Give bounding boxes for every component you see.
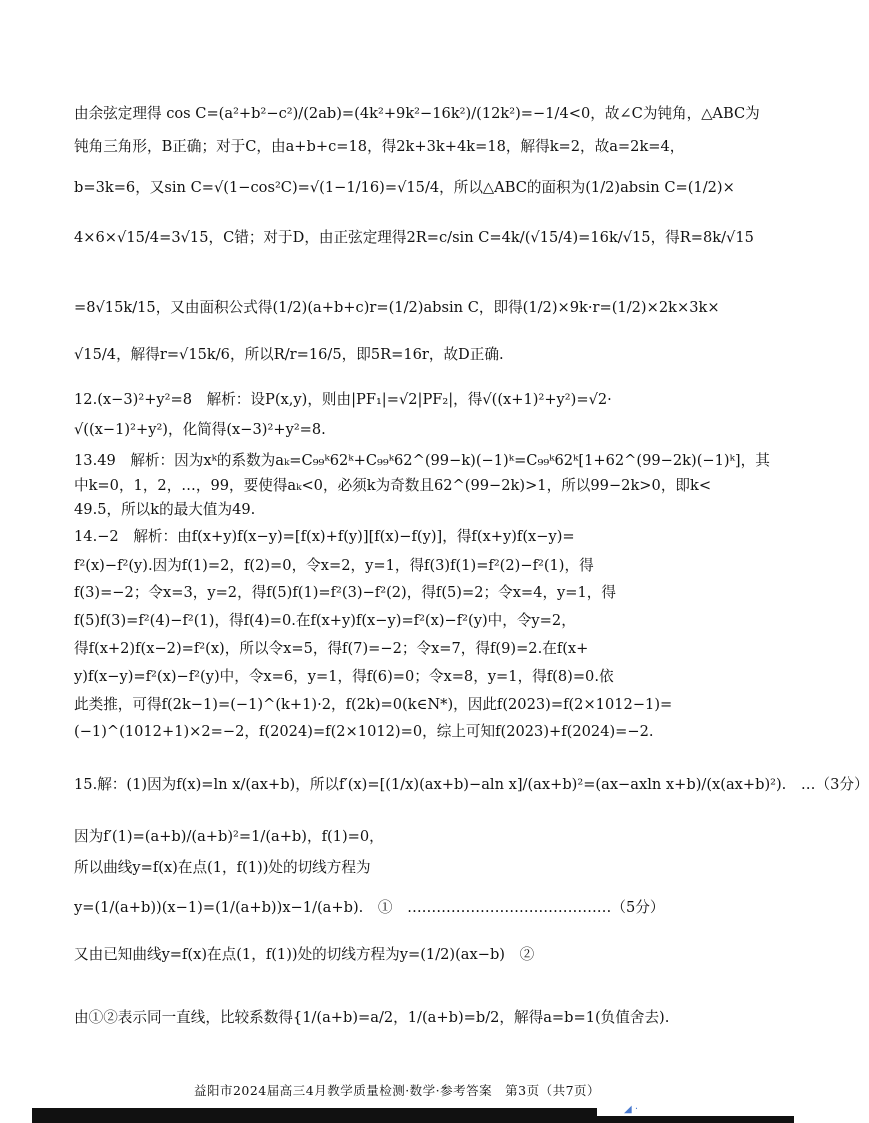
text-line: √15/4，解得r=√15k/6，所以R/r=16/5，即5R=16r，故D正确. — [74, 346, 504, 363]
answer-15-line: 15.解：(1)因为f(x)=ln x/(ax+b)，所以f′(x)=[(1/x)(ax+b)−aln x]/(ax+b)²=(ax−axln x+b)/(x(ax+b)²). …（3分） — [74, 776, 869, 793]
answer-15-line: 由①②表示同一直线，比较系数得{1/(a+b)=a/2，1/(a+b)=b/2，解得a=b=1(负值舍去). — [74, 1009, 670, 1026]
answer-15-line: 因为f′(1)=(a+b)/(a+b)²=1/(a+b)，f(1)=0， — [74, 828, 384, 845]
answer-14-line: f(3)=−2；令x=3，y=2，得f(5)f(1)=f²(3)−f²(2)，得f(5)=2；令x=4，y=1，得 — [74, 584, 616, 601]
text-line: 4×6×√15/4=3√15，C错；对于D，由正弦定理得2R=c/sin C=4k/(√15/4)=16k/√15，得R=8k/√15 — [74, 229, 754, 246]
answer-14-line: 得f(x+2)f(x−2)=f²(x)，所以令x=5，得f(7)=−2；令x=7，得f(9)=2.在f(x+ — [74, 640, 589, 657]
answer-14-line: f²(x)−f²(y).因为f(1)=2，f(2)=0，令x=2，y=1，得f(3)f(1)=f²(2)−f²(1)，得 — [74, 557, 594, 574]
text-line: =8√15k/15，又由面积公式得(1/2)(a+b+c)r=(1/2)absin C，即得(1/2)×9k·r=(1/2)×2k×3k× — [74, 299, 720, 316]
page-footer: 益阳市2024届高三4月教学质量检测·数学·参考答案 第3页（共7页） — [193, 1083, 601, 1098]
text-line: 由余弦定理得 cos C=(a²+b²−c²)/(2ab)=(4k²+9k²−16k²)/(12k²)=−1/4<0，故∠C为钝角，△ABC为 — [74, 105, 760, 122]
answer-13-line: 13.49 解析：因为xᵏ的系数为aₖ=C₉₉ᵏ62ᵏ+C₉₉ᵏ62^(99−k)(−1)ᵏ=C₉₉ᵏ62ᵏ[1+62^(99−2k)(−1)ᵏ]，其 — [74, 452, 770, 469]
scan-edge-bar — [32, 1108, 597, 1123]
answer-13-line: 49.5，所以k的最大值为49. — [74, 501, 256, 518]
scan-mark-icon: ◢ · — [624, 1104, 639, 1115]
text-line: 钝角三角形，B正确；对于C，由a+b+c=18，得2k+3k+4k=18，解得k=2，故a=2k=4， — [74, 138, 685, 155]
answer-14-line: 此类推，可得f(2k−1)=(−1)^(k+1)·2，f(2k)=0(k∈N*)，因此f(2023)=f(2×1012−1)= — [74, 696, 673, 713]
scan-edge-bar — [597, 1116, 794, 1123]
answer-15-line: 所以曲线y=f(x)在点(1，f(1))处的切线方程为 — [74, 859, 371, 876]
answer-15-line: y=(1/(a+b))(x−1)=(1/(a+b))x−1/(a+b). ① ……………………………………（5分） — [74, 899, 665, 916]
answer-14-line: (−1)^(1012+1)×2=−2，f(2024)=f(2×1012)=0，综上可知f(2023)+f(2024)=−2. — [74, 723, 654, 740]
text-line: b=3k=6，又sin C=√(1−cos²C)=√(1−1/16)=√15/4，所以△ABC的面积为(1/2)absin C=(1/2)× — [74, 179, 735, 196]
answer-12-line: 12.(x−3)²+y²=8 解析：设P(x,y)，则由|PF₁|=√2|PF₂|，得√((x+1)²+y²)=√2· — [74, 391, 612, 408]
answer-14-line: 14.−2 解析：由f(x+y)f(x−y)=[f(x)+f(y)][f(x)−f(y)]，得f(x+y)f(x−y)= — [74, 528, 575, 545]
answer-14-line: y)f(x−y)=f²(x)−f²(y)中，令x=6，y=1，得f(6)=0；令x=8，y=1，得f(8)=0.依 — [74, 668, 614, 685]
answer-14-line: f(5)f(3)=f²(4)−f²(1)，得f(4)=0.在f(x+y)f(x−y)=f²(x)−f²(y)中，令y=2， — [74, 612, 576, 629]
answer-12-line: √((x−1)²+y²)，化简得(x−3)²+y²=8. — [74, 421, 326, 438]
answer-13-line: 中k=0，1，2，…，99，要使得aₖ<0，必须k为奇数且62^(99−2k)>1，所以99−2k>0，即k< — [74, 477, 712, 494]
answer-15-line: 又由已知曲线y=f(x)在点(1，f(1))处的切线方程为y=(1/2)(ax−b) ② — [74, 946, 535, 963]
